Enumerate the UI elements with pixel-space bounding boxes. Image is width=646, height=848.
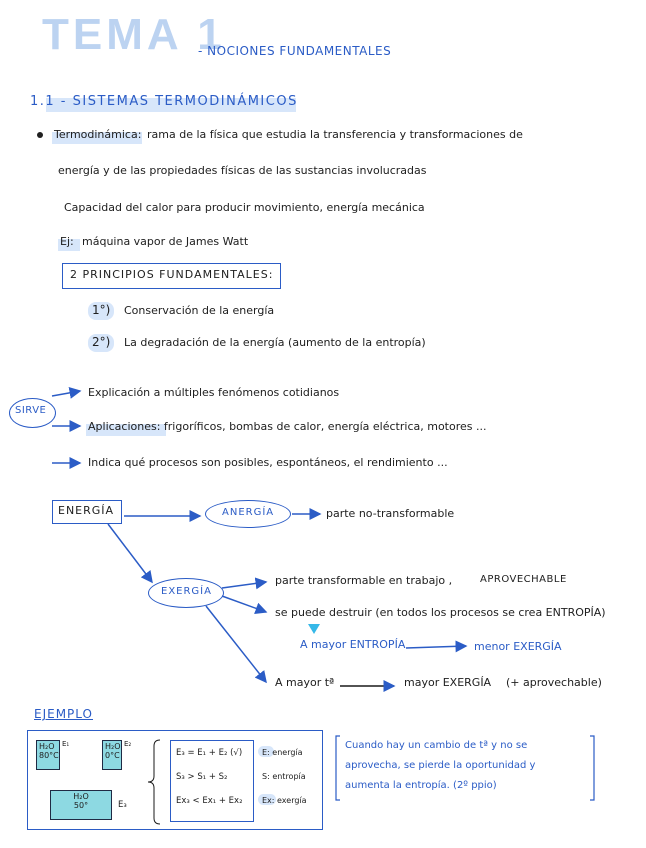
- principle-2-text: La degradación de la energía (aumento de la entropía): [124, 336, 426, 349]
- equation-3: Ex₃ < Ex₁ + Ex₂: [176, 796, 243, 806]
- tank-1: [36, 740, 60, 770]
- tank-3-line1: H₂O: [73, 792, 89, 801]
- rule-2b: mayor EXERGÍA: [404, 676, 492, 689]
- anergia-desc: parte no-transformable: [326, 507, 455, 520]
- exergia-label: EXERGÍA: [161, 586, 212, 597]
- legend-3: Ex: exergía: [262, 796, 307, 805]
- tank-1-line1: H₂O: [39, 742, 55, 751]
- sirve-arrow-1: [52, 391, 80, 396]
- example-title: EJEMPLO: [34, 707, 93, 721]
- legend-2: S: entropía: [262, 772, 306, 781]
- tank-1-line2: 80°C: [39, 751, 59, 760]
- tank-2-tag: E₂: [124, 740, 132, 748]
- tank-3: [50, 790, 112, 820]
- section-title: 1.1 - SISTEMAS TERMODINÁMICOS: [30, 94, 298, 109]
- capacity-text: Capacidad del calor para producir movimiento, energía mecánica: [64, 201, 425, 214]
- cyan-marker: [308, 624, 320, 634]
- exergia-desc-1b: APROVECHABLE: [480, 574, 567, 585]
- principle-1-text: Conservación de la energía: [124, 304, 275, 317]
- rule1-arrow: [406, 646, 466, 648]
- rule-2a: A mayor tª: [275, 676, 335, 689]
- energia-label: ENERGÍA: [58, 504, 115, 517]
- principle-2-num: 2°): [92, 335, 111, 349]
- example-prefix: Ej:: [60, 235, 74, 248]
- definition-text-1: rama de la física que estudia la transferencia y transformaciones de: [147, 128, 523, 141]
- anergia-label: ANERGÍA: [222, 507, 275, 518]
- rule-1a: A mayor ENTROPÍA: [300, 638, 406, 651]
- exergia-to-desc1-arrow: [222, 582, 266, 588]
- tank-2: [102, 740, 122, 770]
- page-title: TEMA 1: [42, 10, 226, 59]
- exergia-to-rule2-arrow: [206, 606, 266, 682]
- principles-title: 2 PRINCIPIOS FUNDAMENTALES:: [70, 268, 274, 281]
- definition-text-2: energía y de las propiedades físicas de las sustancias involucradas: [58, 164, 427, 177]
- exergia-desc-2: se puede destruir (en todos los procesos se crea ENTROPÍA): [275, 606, 606, 619]
- sirve-item-3: Indica qué procesos son posibles, espontáneos, el rendimiento ...: [88, 456, 448, 469]
- principle-1-num: 1°): [92, 303, 111, 317]
- legend-1: E: energía: [262, 748, 303, 757]
- rule-2c: (+ aprovechable): [506, 676, 602, 689]
- note-bracket-right: [590, 736, 594, 800]
- sirve-item-1: Explicación a múltiples fenómenos cotidianos: [88, 386, 340, 399]
- energia-to-exergia-arrow: [108, 524, 152, 582]
- note-line-3: aumenta la entropía. (2º ppio): [345, 780, 497, 791]
- equation-1: E₃ = E₁ + E₂ (√): [176, 748, 243, 758]
- note-bracket-left: [336, 736, 340, 800]
- tank-3-line2: 50°: [73, 801, 89, 810]
- sirve-item-2: Aplicaciones: frigoríficos, bombas de calor, energía eléctrica, motores ...: [88, 420, 487, 433]
- sirve-label: SIRVE: [15, 405, 47, 416]
- tank-3-tag: E₃: [118, 800, 127, 810]
- exergia-desc-1a: parte transformable en trabajo ,: [275, 574, 453, 587]
- tank-2-line2: 0°C: [105, 751, 120, 760]
- exergia-to-desc2-arrow: [222, 596, 266, 612]
- note-line-2: aprovecha, se pierde la oportunidad y: [345, 760, 536, 771]
- note-line-1: Cuando hay un cambio de tª y no se: [345, 740, 528, 751]
- definition-term: Termodinámica:: [54, 128, 142, 141]
- page-subtitle: - NOCIONES FUNDAMENTALES: [198, 44, 392, 58]
- equation-2: S₃ > S₁ + S₂: [176, 772, 228, 782]
- example-text: máquina vapor de James Watt: [82, 235, 249, 248]
- tank-1-tag: E₁: [62, 740, 70, 748]
- rule-1b: menor EXERGÍA: [474, 640, 562, 653]
- tank-2-line1: H₂O: [105, 742, 121, 751]
